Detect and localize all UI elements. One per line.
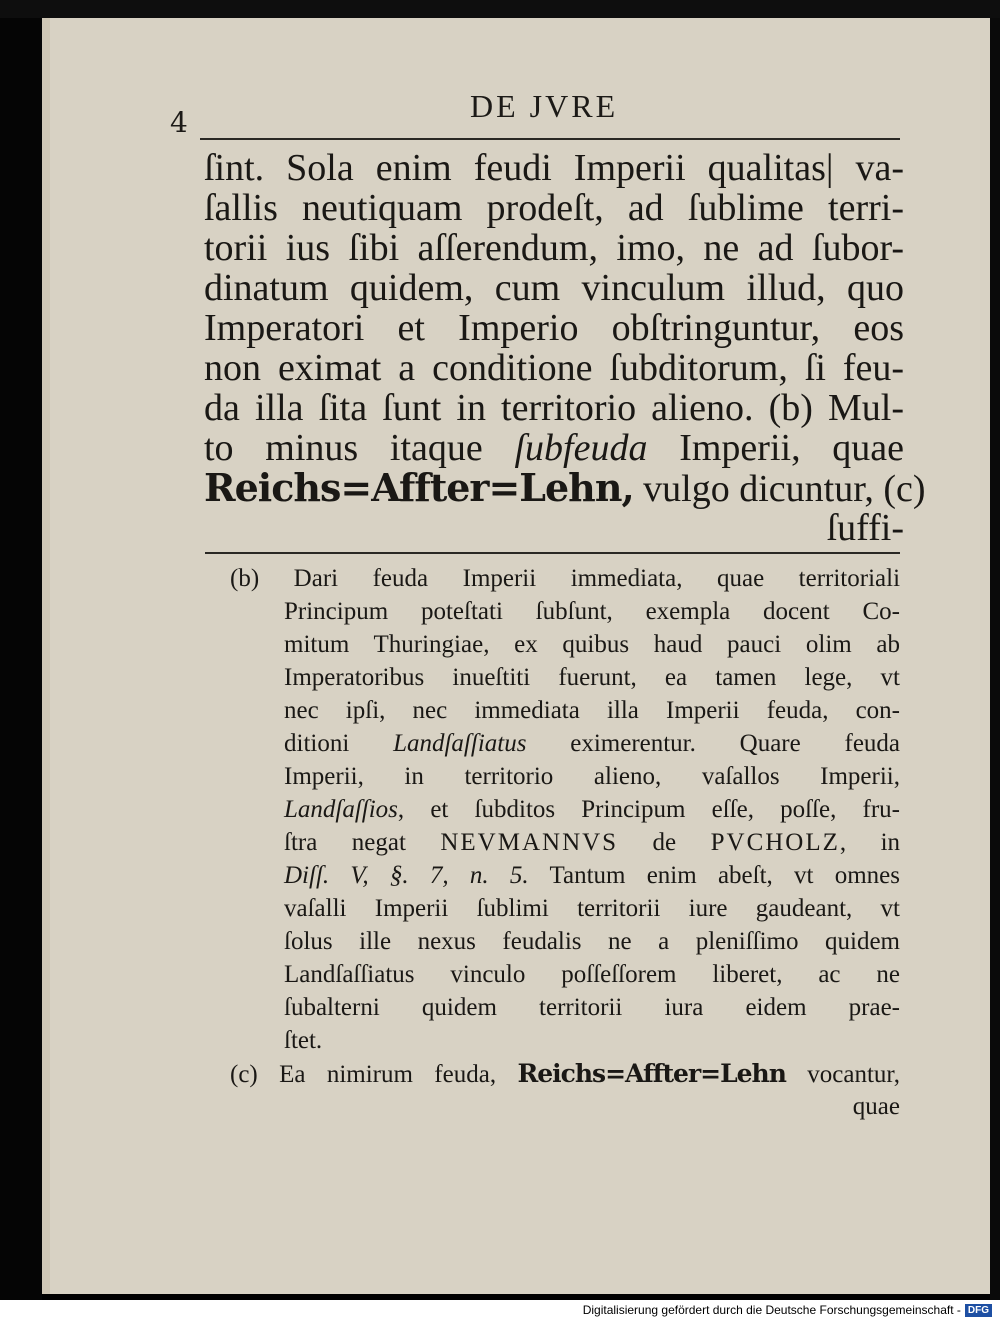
footnote-line: Imperatoribus inueſtiti fuerunt, ea tamen lege, vt: [284, 664, 900, 691]
emphasis-landsassios: Landſaſſios: [284, 796, 398, 823]
main-text-block: [204, 147, 926, 549]
footnote-line: Landſaſſiatus vinculo poſſeſſorem liberet, ac ne: [284, 961, 900, 988]
emphasis-landsassiatus: Landſaſſiatus: [393, 730, 527, 757]
footnote-text: Ea nimirum feuda,: [279, 1061, 497, 1088]
main-text-run: vulgo dicuntur, (c): [643, 468, 926, 510]
footnote-line: mitum Thuringiae, ex quibus haud pauci olim ab: [284, 631, 900, 658]
footnote-line: [230, 727, 900, 760]
footnote-line: [230, 793, 900, 826]
footnote-line: Principum poteſtati ſubſunt, exempla docent Co-: [284, 598, 900, 625]
fraktur-term: Reichs=Affter=Lehn,: [204, 465, 634, 510]
main-line: torii ius ſibi aſſerendum, imo, ne ad ſubor-: [204, 227, 904, 269]
footnote-text: de: [652, 829, 677, 856]
footnote-text: ſtra negat: [284, 829, 406, 856]
footnote-line: ſubalterni quidem territorii iura eidem prae-: [284, 994, 900, 1021]
footnote-line: [230, 562, 900, 595]
main-text-run: Imperii, quae: [679, 427, 905, 469]
footnote-marker-b: (b): [230, 565, 260, 592]
footnote-text: Tantum enim abeſt, vt omnes: [549, 862, 900, 889]
citation: Diſſ. V, §. 7, n. 5.: [284, 862, 529, 889]
main-line: Imperatori et Imperio obſtringuntur, eos: [204, 307, 904, 349]
catchword: ſuffi-: [826, 507, 904, 549]
main-line: [204, 465, 926, 510]
page-edge-shadow: [990, 18, 1000, 1300]
header-rule: [200, 138, 900, 140]
main-line: dinatum quidem, cum vinculum illud, quo: [204, 267, 904, 309]
footnote-line: [230, 826, 900, 859]
author-place: PVCHOLZ: [710, 829, 840, 856]
footnote-text: vocantur,: [807, 1061, 900, 1088]
footnote-text: eximerentur. Quare feuda: [570, 730, 901, 757]
footnote-line: ſtet.: [284, 1027, 323, 1054]
catchword: quae: [852, 1093, 900, 1120]
page-number: 4: [170, 106, 188, 139]
footnote-line: nec ipſi, nec immediata illa Imperii feuda, con-: [284, 697, 900, 724]
running-title: DE JVRE: [470, 88, 619, 124]
footnote-text: , et ſubditos Principum eſſe, poſſe, fru-: [397, 796, 900, 823]
footnote-text: ditioni: [284, 730, 350, 757]
footnote-line: Imperii, in territorio alieno, vaſallos Imperii,: [284, 763, 900, 790]
main-text-run: to minus itaque: [204, 427, 483, 469]
emphasis-subfeuda: ſubfeuda: [514, 427, 648, 469]
footnote-rule: [205, 552, 900, 554]
main-line: ſallis neutiquam prodeſt, ad ſublime terri-: [204, 187, 904, 229]
author-name: NEVMANNVS: [440, 829, 619, 856]
main-line: ſint. Sola enim feudi Imperii qualitas| va-: [204, 147, 904, 189]
footnote-text: Dari feuda Imperii immediata, quae territoriali: [293, 565, 901, 592]
page-header: [170, 88, 900, 139]
footnote-marker-c: (c): [230, 1061, 258, 1088]
footnote-text: , in: [839, 829, 901, 856]
main-line: non eximat a conditione ſubditorum, ſi feu-: [204, 347, 904, 389]
main-line: da illa ſita ſunt in territorio alieno. (b) Mul-: [204, 387, 904, 429]
footnotes-block: [230, 562, 900, 1123]
main-line: [204, 428, 904, 468]
dfg-credit: [583, 1303, 992, 1317]
credit-text: Digitalisierung gefördert durch die Deutsche Forschungsgemeinschaft -: [582, 1303, 961, 1317]
book-spine-shadow: [0, 0, 42, 1300]
footnote-line: [230, 1057, 900, 1090]
footnote-line: [230, 859, 900, 892]
footnote-line: ſolus ille nexus feudalis ne a pleniſſimo quidem: [284, 928, 900, 955]
fraktur-term: Reichs=Affter=Lehn: [517, 1059, 786, 1088]
footnote-line: vaſalli Imperii ſublimi territorii iure gaudeant, vt: [284, 895, 900, 922]
dfg-logo: DFG: [965, 1304, 992, 1317]
